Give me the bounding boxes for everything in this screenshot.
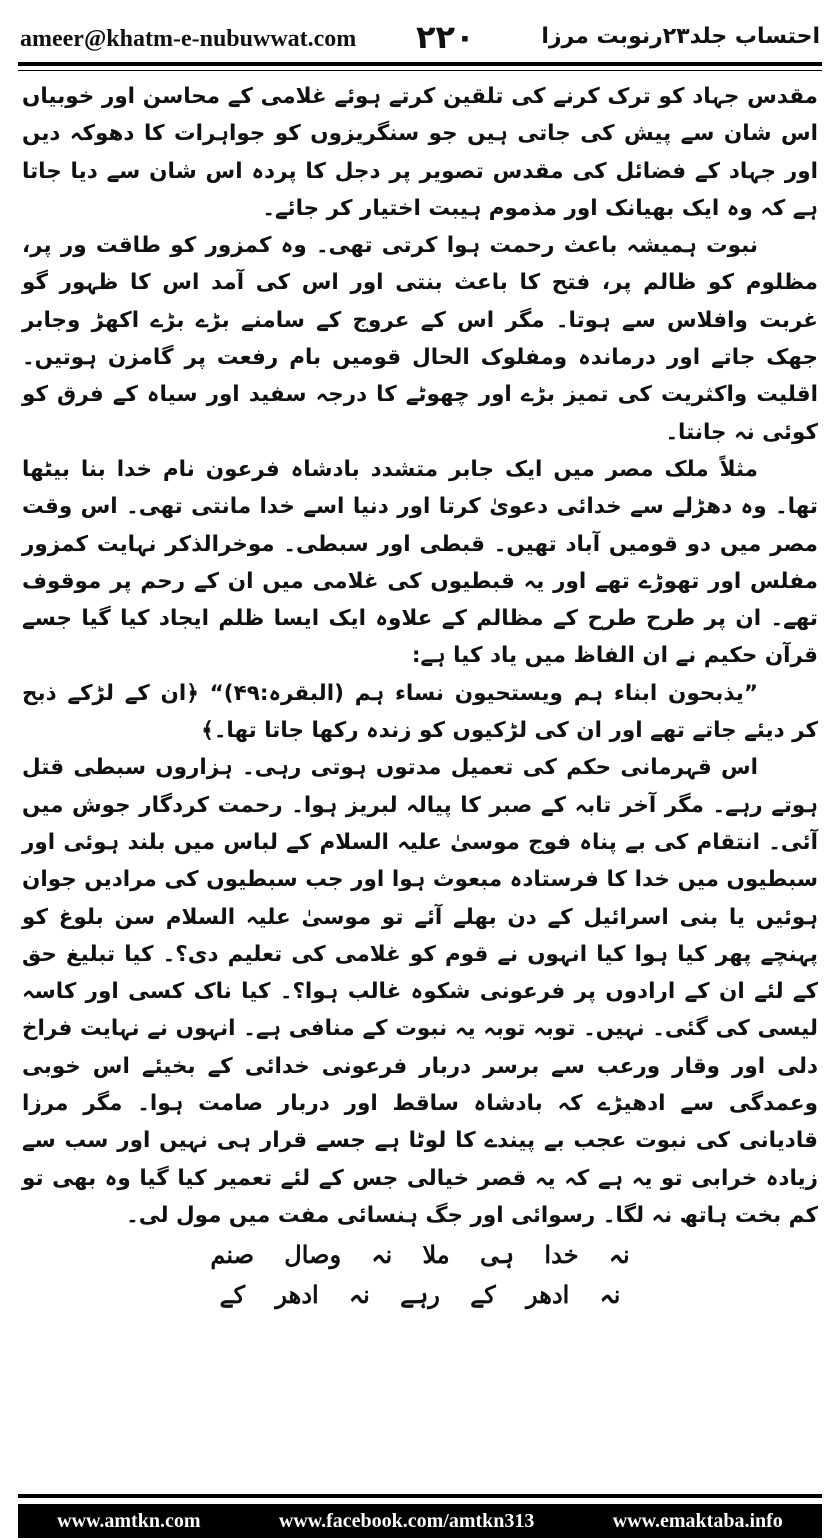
page-number: ۲۲۰ bbox=[416, 18, 475, 56]
header-email: ameer@khatm-e-nubuwwat.com bbox=[20, 26, 357, 52]
page-footer bbox=[18, 1504, 822, 1538]
footer-link-facebook[interactable]: www.facebook.com/amtkn313 bbox=[278, 1509, 535, 1532]
couplet-line-2: نہ ادھر کے رہے نہ ادھر کے bbox=[219, 1280, 621, 1310]
paragraph-2: نبوت ہمیشہ باعث رحمت ہوا کرتی تھی۔ وہ کمزور کو طاقت ور پر، مظلوم کو ظالم پر، فتح کا باعث بنتی اور اس کی آمد اس کا ظہور گو غربت وافلاس سے ہوتا۔ مگر اس کے عروج کے سامنے بڑے بڑے اکھڑ وجابر جھک جاتے اور درماندہ ومفلوک الحال قومیں بام رفعت پر گامزن ہوتیں۔ اقلیت واکثریت کی تمیز بڑے اور چھوٹے کا درجہ سفید اور سیاہ کے فرق کو کوئی نہ جانتا۔ bbox=[22, 233, 818, 445]
header-rule-thin bbox=[18, 70, 822, 71]
page-header bbox=[18, 14, 822, 62]
paragraph-4: اس قہرمانی حکم کی تعمیل مدتوں ہوتی رہی۔ ہزاروں سبطی قتل ہوتے رہے۔ مگر آخر تابہ کے صبر کا پیالہ لبریز ہوا۔ رحمت کردگار جوش میں آئی۔ انتقام کی بے پناہ فوج موسیٰ علیہ السلام کے لباس میں بلند ہوئی اور سبطیوں میں خدا کا فرستادہ مبعوث ہوا اور جب سبطیوں کی مرادیں جوان ہوئیں یا بنی اسرائیل کے دن بھلے آئے تو موسیٰ علیہ السلام سن بلوغ کو پہنچے پھر کیا ہوا کیا انہوں نے قوم کو غلامی کی تعلیم دی؟۔ کیا تبلیغ حق کے لئے ان کے ارادوں پر فرعونی شکوہ غالب ہوا؟۔ کیا ناک کسی اور کاسہ لیسی کی گئی۔ نہیں۔ توبہ توبہ یہ نبوت کے منافی ہے۔ انہوں نے نہایت فراخ دلی اور وقار ورعب سے برسر دربار فرعونی خدائی کے بخیئے اس خوبی وعمدگی سے ادھیڑے کہ بادشاہ ساقط اور دربار صامت ہوا۔ مگر مرزا قادیانی کی نبوت عجب بے پیندے کا لوٹا ہے جسے قرار ہی نہیں اور سب سے زیادہ خرابی تو یہ ہے کہ یہ قصر خیالی جس کے لئے تعمیر کیا گیا وہ بھی تو کم بخت ہاتھ نہ لگا۔ رسوائی اور جگ ہنسائی مفت میں مول لی۔ bbox=[22, 755, 818, 1228]
running-title: احتساب جلد۲۳رنوبت مرزا bbox=[541, 24, 820, 49]
footer-rule bbox=[18, 1494, 822, 1498]
paragraph-1: مقدس جہاد کو ترک کرنے کی تلقین کرتے ہوئے غلامی کے محاسن اور خوبیاں اس شان سے پیش کی جاتی ہیں جو سنگریزوں کو جواہرات کا دھوکہ دیں اور جہاد کے فضائل کی مقدس تصویر پر دجل کا پردہ اس شان سے دیا جاتا ہے کہ وہ ایک بھیانک اور مذموم ہیبت اختیار کر جائے۔ bbox=[22, 84, 818, 221]
paragraph-3: مثلاً ملک مصر میں ایک جابر متشدد بادشاہ فرعون نام خدا بنا بیٹھا تھا۔ وہ دھڑلے سے خدائی دعویٰ کرتا اور دنیا اسے خدا مانتی تھی۔ اس وقت مصر میں دو قومیں آباد تھیں۔ قبطی اور سبطی۔ موخرالذکر نہایت کمزور مفلس اور تھوڑے تھے اور یہ قبطیوں کی غلامی میں ان کے رحم پر موقوف تھے۔ ان پر طرح طرح کے مظالم کے علاوہ ایک ایسا ظلم ایجاد کیا گیا جسے قرآن حکیم نے ان الفاظ میں یاد کیا ہے: bbox=[22, 456, 818, 669]
couplet-line-1: نہ خدا ہی ملا نہ وصال صنم bbox=[210, 1240, 630, 1270]
footer-link-emaktaba[interactable]: www.emaktaba.info bbox=[612, 1509, 783, 1532]
page-body bbox=[22, 78, 818, 1314]
header-rule-thick bbox=[18, 62, 822, 66]
quran-quote: ”یذبحون ابناء ہم ویستحیون نساء ہم (البقرہ:۴۹)“ ﴿ان کے لڑکے ذبح کر دیئے جاتے تھے اور ان کی لڑکیوں کو زندہ رکھا جاتا تھا۔﴾ bbox=[22, 680, 818, 744]
footer-link-amtkn[interactable]: www.amtkn.com bbox=[57, 1509, 201, 1532]
